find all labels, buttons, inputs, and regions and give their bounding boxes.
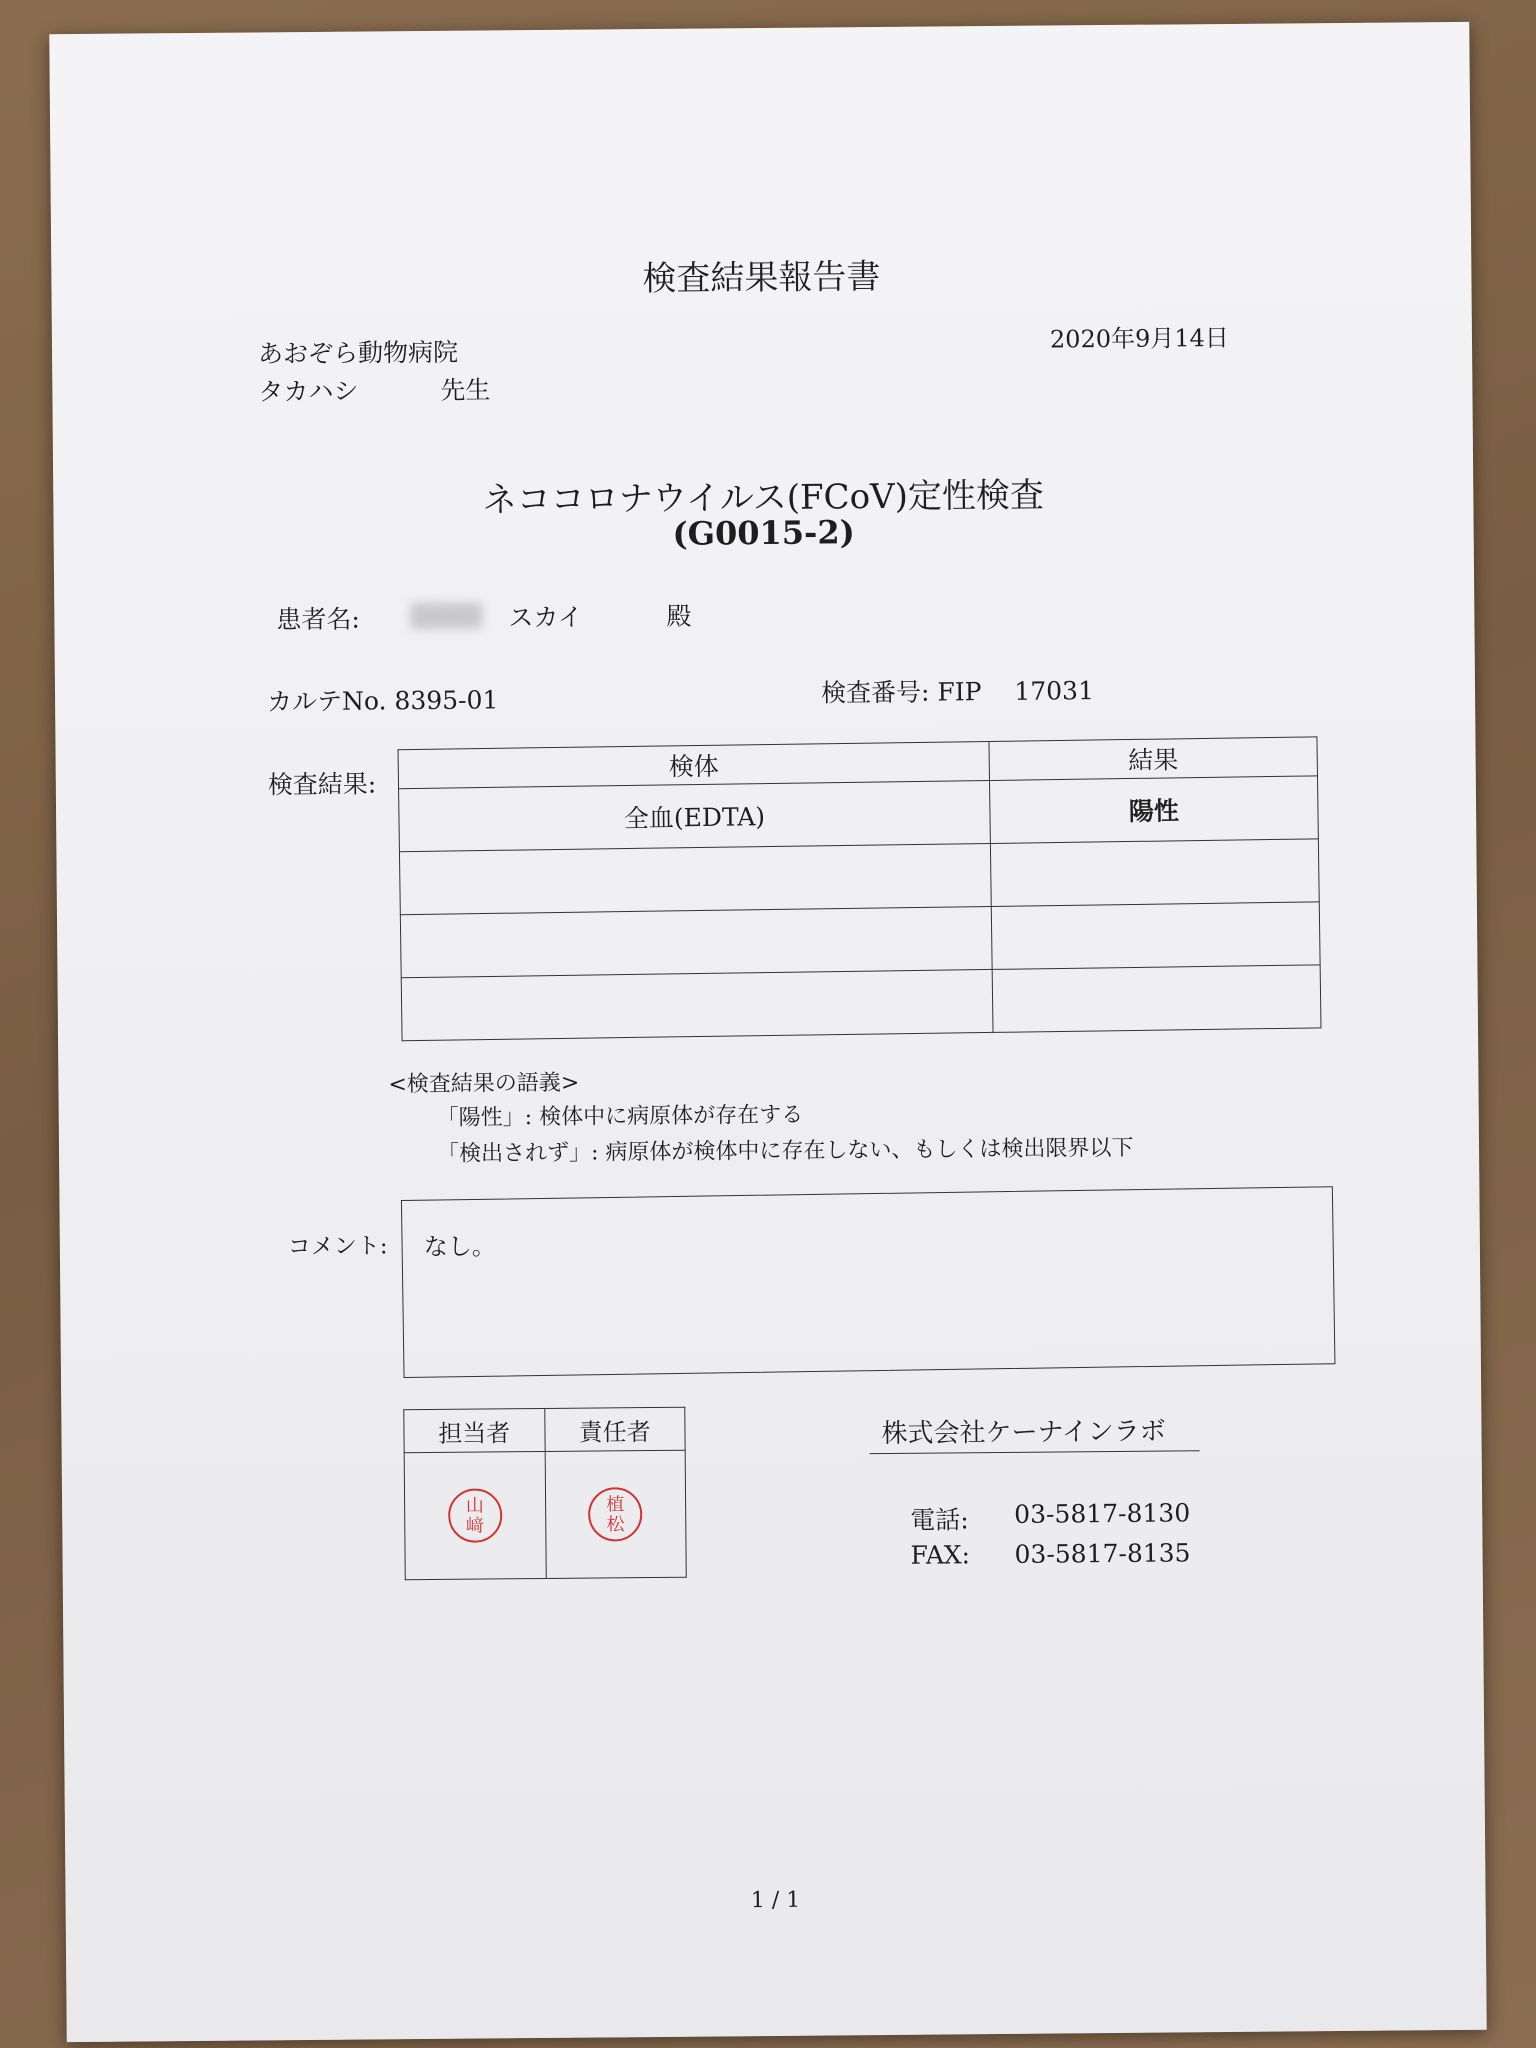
test-number: 検査番号: FIP 17031 [820, 676, 1095, 708]
comment-box [401, 1186, 1336, 1378]
karte-number: カルテNo. 8395-01 [266, 685, 499, 717]
seal-char: 植 [606, 1494, 625, 1516]
phone-number: 03-5817-8130 [1014, 1498, 1191, 1529]
test-name: ネココロナウイルス(FCoV)定性検査 [482, 475, 1045, 521]
page-number: 1 / 1 [750, 1887, 801, 1914]
report-paper [49, 22, 1486, 2042]
stamp-header-supervisor: 責任者 [544, 1407, 685, 1451]
comment-label: コメント: [287, 1233, 388, 1261]
results-header-result: 結果 [989, 737, 1318, 781]
stamp-cell-person-in-charge [404, 1451, 546, 1579]
stamp-header-person-in-charge: 担当者 [404, 1408, 545, 1452]
specimen-cell: 全血(EDTA) [399, 780, 991, 851]
glossary-title: <検査結果の語義> [388, 1070, 580, 1098]
result-cell [990, 839, 1319, 907]
stamps-seal-row [404, 1450, 686, 1579]
patient-name: スカイ [508, 602, 583, 633]
glossary-item-positive: 「陽性」: 検体中に病原体が存在する [436, 1102, 804, 1131]
test-code: (G0015-2) [672, 513, 855, 553]
result-cell [991, 902, 1320, 970]
clinic-name: あおぞら動物病院 [257, 337, 459, 369]
table-row [401, 965, 1321, 1041]
patient-label: 患者名: [276, 604, 360, 635]
seal-char: 山 [465, 1495, 484, 1517]
hanko-seal-icon [448, 1488, 502, 1542]
patient-honorific: 殿 [666, 601, 692, 631]
specimen-cell [400, 906, 992, 977]
stamp-cell-supervisor [545, 1450, 687, 1578]
glossary-item-not-detected: 「検出されず」: 病原体が検体中に存在しない、もしくは検出限界以下 [436, 1135, 1134, 1167]
fax-number: 03-5817-8135 [1014, 1538, 1191, 1569]
company-name: 株式会社ケーナインラボ [881, 1416, 1166, 1450]
approval-stamps-table [403, 1407, 686, 1580]
patient-surname-redacted [410, 602, 482, 629]
doctor-honorific: 先生 [440, 375, 491, 405]
phone-label: 電話: [910, 1505, 969, 1535]
result-cell [992, 965, 1321, 1033]
report-date: 2020年9月14日 [1049, 323, 1229, 354]
result-cell: 陽性 [990, 776, 1319, 844]
seal-char: 松 [606, 1514, 625, 1536]
company-underline [870, 1450, 1200, 1454]
fax-label: FAX: [910, 1540, 971, 1570]
hanko-seal-icon [588, 1487, 642, 1541]
stamps-header-row [404, 1407, 685, 1452]
document-title: 検査結果報告書 [642, 256, 881, 300]
results-table [398, 736, 1322, 1041]
specimen-cell [399, 843, 991, 914]
specimen-cell [401, 969, 993, 1040]
comment-text: なし。 [423, 1232, 496, 1262]
seal-char: 﨑 [465, 1515, 485, 1537]
doctor-name: タカハシ [258, 376, 359, 407]
results-label: 検査結果: [267, 769, 377, 800]
results-header-specimen: 検体 [398, 741, 989, 788]
